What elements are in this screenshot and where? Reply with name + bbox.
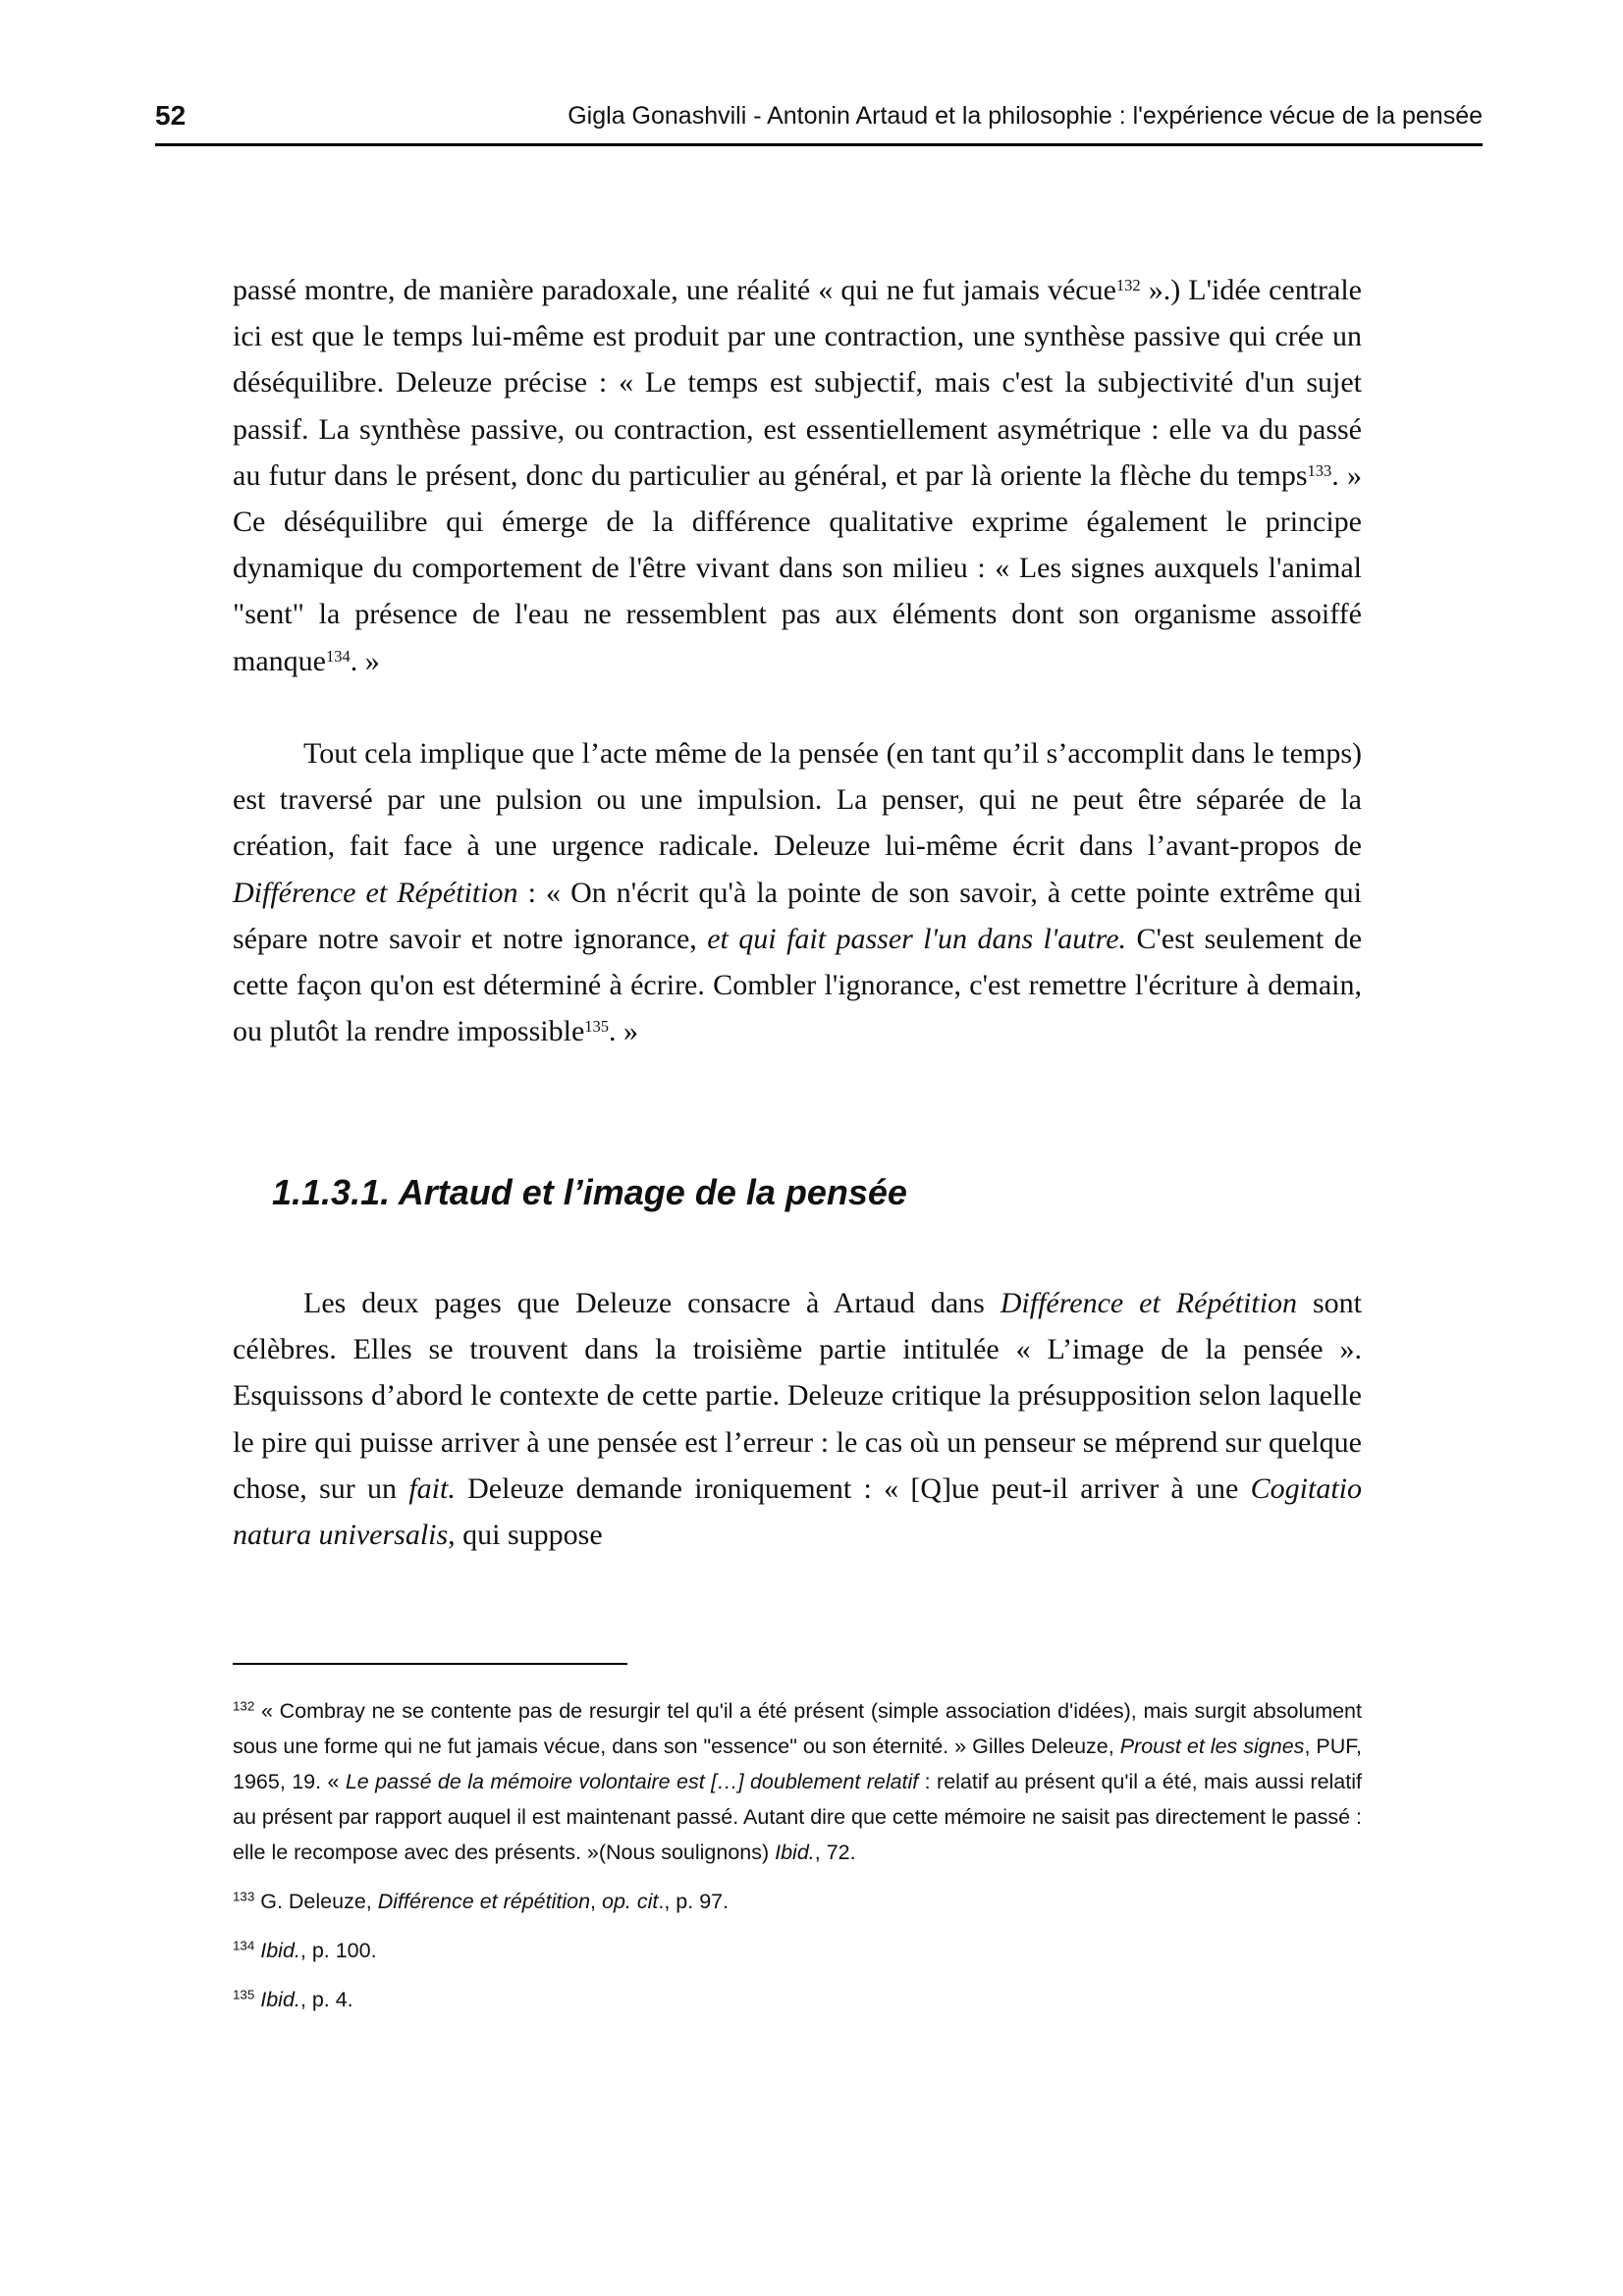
footnotes [233, 1693, 1362, 2031]
text: C'est seulement de cette façon qu'on est déterminé à écrire. Combler l'ignorance, c'est remettre l'écriture à demain, ou plutôt la rendre impossible [233, 922, 1363, 1048]
text: ., p. 97. [658, 1890, 730, 1913]
footnote-134 [233, 1933, 1362, 1968]
footnote-135 [233, 1982, 1362, 2017]
text: « Combray ne se contente pas de resurgir tel qu'il a été présent (simple association d'idées), mais surgit absolument sous une forme qui ne fut jamais vécue, dans son "essence" ou son éternité. » Gilles Deleuze, [233, 1699, 1362, 1758]
text: : relatif au présent qu'il a été, mais aussi relatif au présent par rapport auquel il est maintenant passé. Autant dire que cette mémoire ne saisit pas directement le passé : elle le recompose avec des présents. »(Nous soulignons) [233, 1770, 1362, 1864]
text: Deleuze demande ironiquement : « [Q]ue peut-il arriver à une [455, 1471, 1251, 1505]
footnote-number: 134 [233, 1938, 255, 1953]
text: . » [609, 1015, 639, 1048]
running-header [155, 98, 1483, 146]
ibid: Ibid. [260, 1939, 300, 1962]
text: . » [350, 644, 380, 677]
book-title: Proust et les signes [1119, 1735, 1305, 1758]
footnote-number: 135 [233, 1987, 255, 2002]
paragraph-3 [233, 1280, 1362, 1558]
text: Tout cela implique que l’acte même de la pensée (en tant qu’il s’accomplit dans le temps) est traversé par une pulsion ou une impulsion. La penser, qui ne peut être séparée de la création, fait face à une urgence radicale. Deleuze lui-même écrit dans l’avant-propos de [233, 737, 1362, 863]
footnote-ref-135[interactable]: 135 [584, 1017, 610, 1037]
text: G. Deleuze, [254, 1890, 378, 1913]
page-number: 52 [155, 100, 187, 131]
book-title: Différence et Répétition [1000, 1287, 1298, 1319]
text: Les deux pages que Deleuze consacre à Artaud dans [303, 1287, 1001, 1319]
text: . » Ce déséquilibre qui émerge de la différence qualitative exprime également le principe dynamique du comportement de l'être vivant dans son milieu : « Les signes auxquels l'animal "sent" la présence de l'eau ne ressemblent pas aux éléments dont son organisme assoiffé manque [233, 458, 1362, 677]
book-title: Différence et Répétition [233, 876, 518, 909]
latin-term: Cogitatio natura universalis [233, 1471, 1362, 1552]
text: , [590, 1890, 602, 1913]
text: : « On n'écrit qu'à la pointe de son savoir, à cette pointe extrême qui sépare notre savoir et notre ignorance, [233, 876, 1362, 955]
ibid: Ibid. [260, 1988, 300, 2011]
paragraph-1 [233, 267, 1362, 684]
text: , 72. [814, 1841, 856, 1864]
footnote-ref-133[interactable]: 133 [1307, 460, 1332, 480]
book-title: Différence et répétition [377, 1890, 591, 1913]
footnote-133 [233, 1884, 1362, 1919]
text: sont célèbres. Elles se trouvent dans la troisième partie intitulée « L’image de la pensée ». Esquissons d’abord le contexte de cette partie. Deleuze critique la présupposition selon laquelle le pire qui puisse arriver à une pensée est l’erreur : le cas où un penseur se méprend sur quelque chose, sur un [233, 1287, 1362, 1505]
text: , p. 100. [299, 1939, 377, 1962]
emphasis: et qui fait passer l'un dans l'autre. [707, 922, 1127, 955]
paragraph-2 [233, 730, 1362, 1054]
emphasis: fait. [408, 1471, 456, 1505]
footnote-ref-132[interactable]: 132 [1115, 275, 1141, 294]
footnote-ref-134[interactable]: 134 [325, 646, 351, 666]
footnote-number: 132 [233, 1698, 255, 1714]
section-heading: 1.1.3.1. Artaud et l’image de la pensée [272, 1172, 907, 1212]
footnote-separator [233, 1663, 627, 1665]
footnote-number: 133 [233, 1889, 255, 1904]
text: passé montre, de manière paradoxale, une réalité « qui ne fut jamais vécue [233, 274, 1116, 306]
text: , p. 4. [299, 1988, 353, 2011]
op-cit: op. cit [602, 1890, 659, 1913]
running-title: Gigla Gonashvili - Antonin Artaud et la philosophie : l'expérience vécue de la pensée [568, 102, 1483, 130]
quote-italic: Le passé de la mémoire volontaire est […] doublement relatif [345, 1770, 919, 1793]
text: , PUF, 1965, 19. « [233, 1735, 1363, 1793]
text: ».) L'idée centrale ici est que le temps lui-même est produit par une contraction, une synthèse passive qui crée un déséquilibre. Deleuze précise : « Le temps est subjectif, mais c'est la subjectivité d'un sujet passif. La synthèse passive, ou contraction, est essentiellement asymétrique : elle va du passé au futur dans le présent, donc du particulier au général, et par là oriente la flèche du temps [233, 274, 1362, 492]
ibid: Ibid. [775, 1841, 815, 1864]
text: , qui suppose [448, 1519, 603, 1552]
footnote-132 [233, 1693, 1362, 1870]
